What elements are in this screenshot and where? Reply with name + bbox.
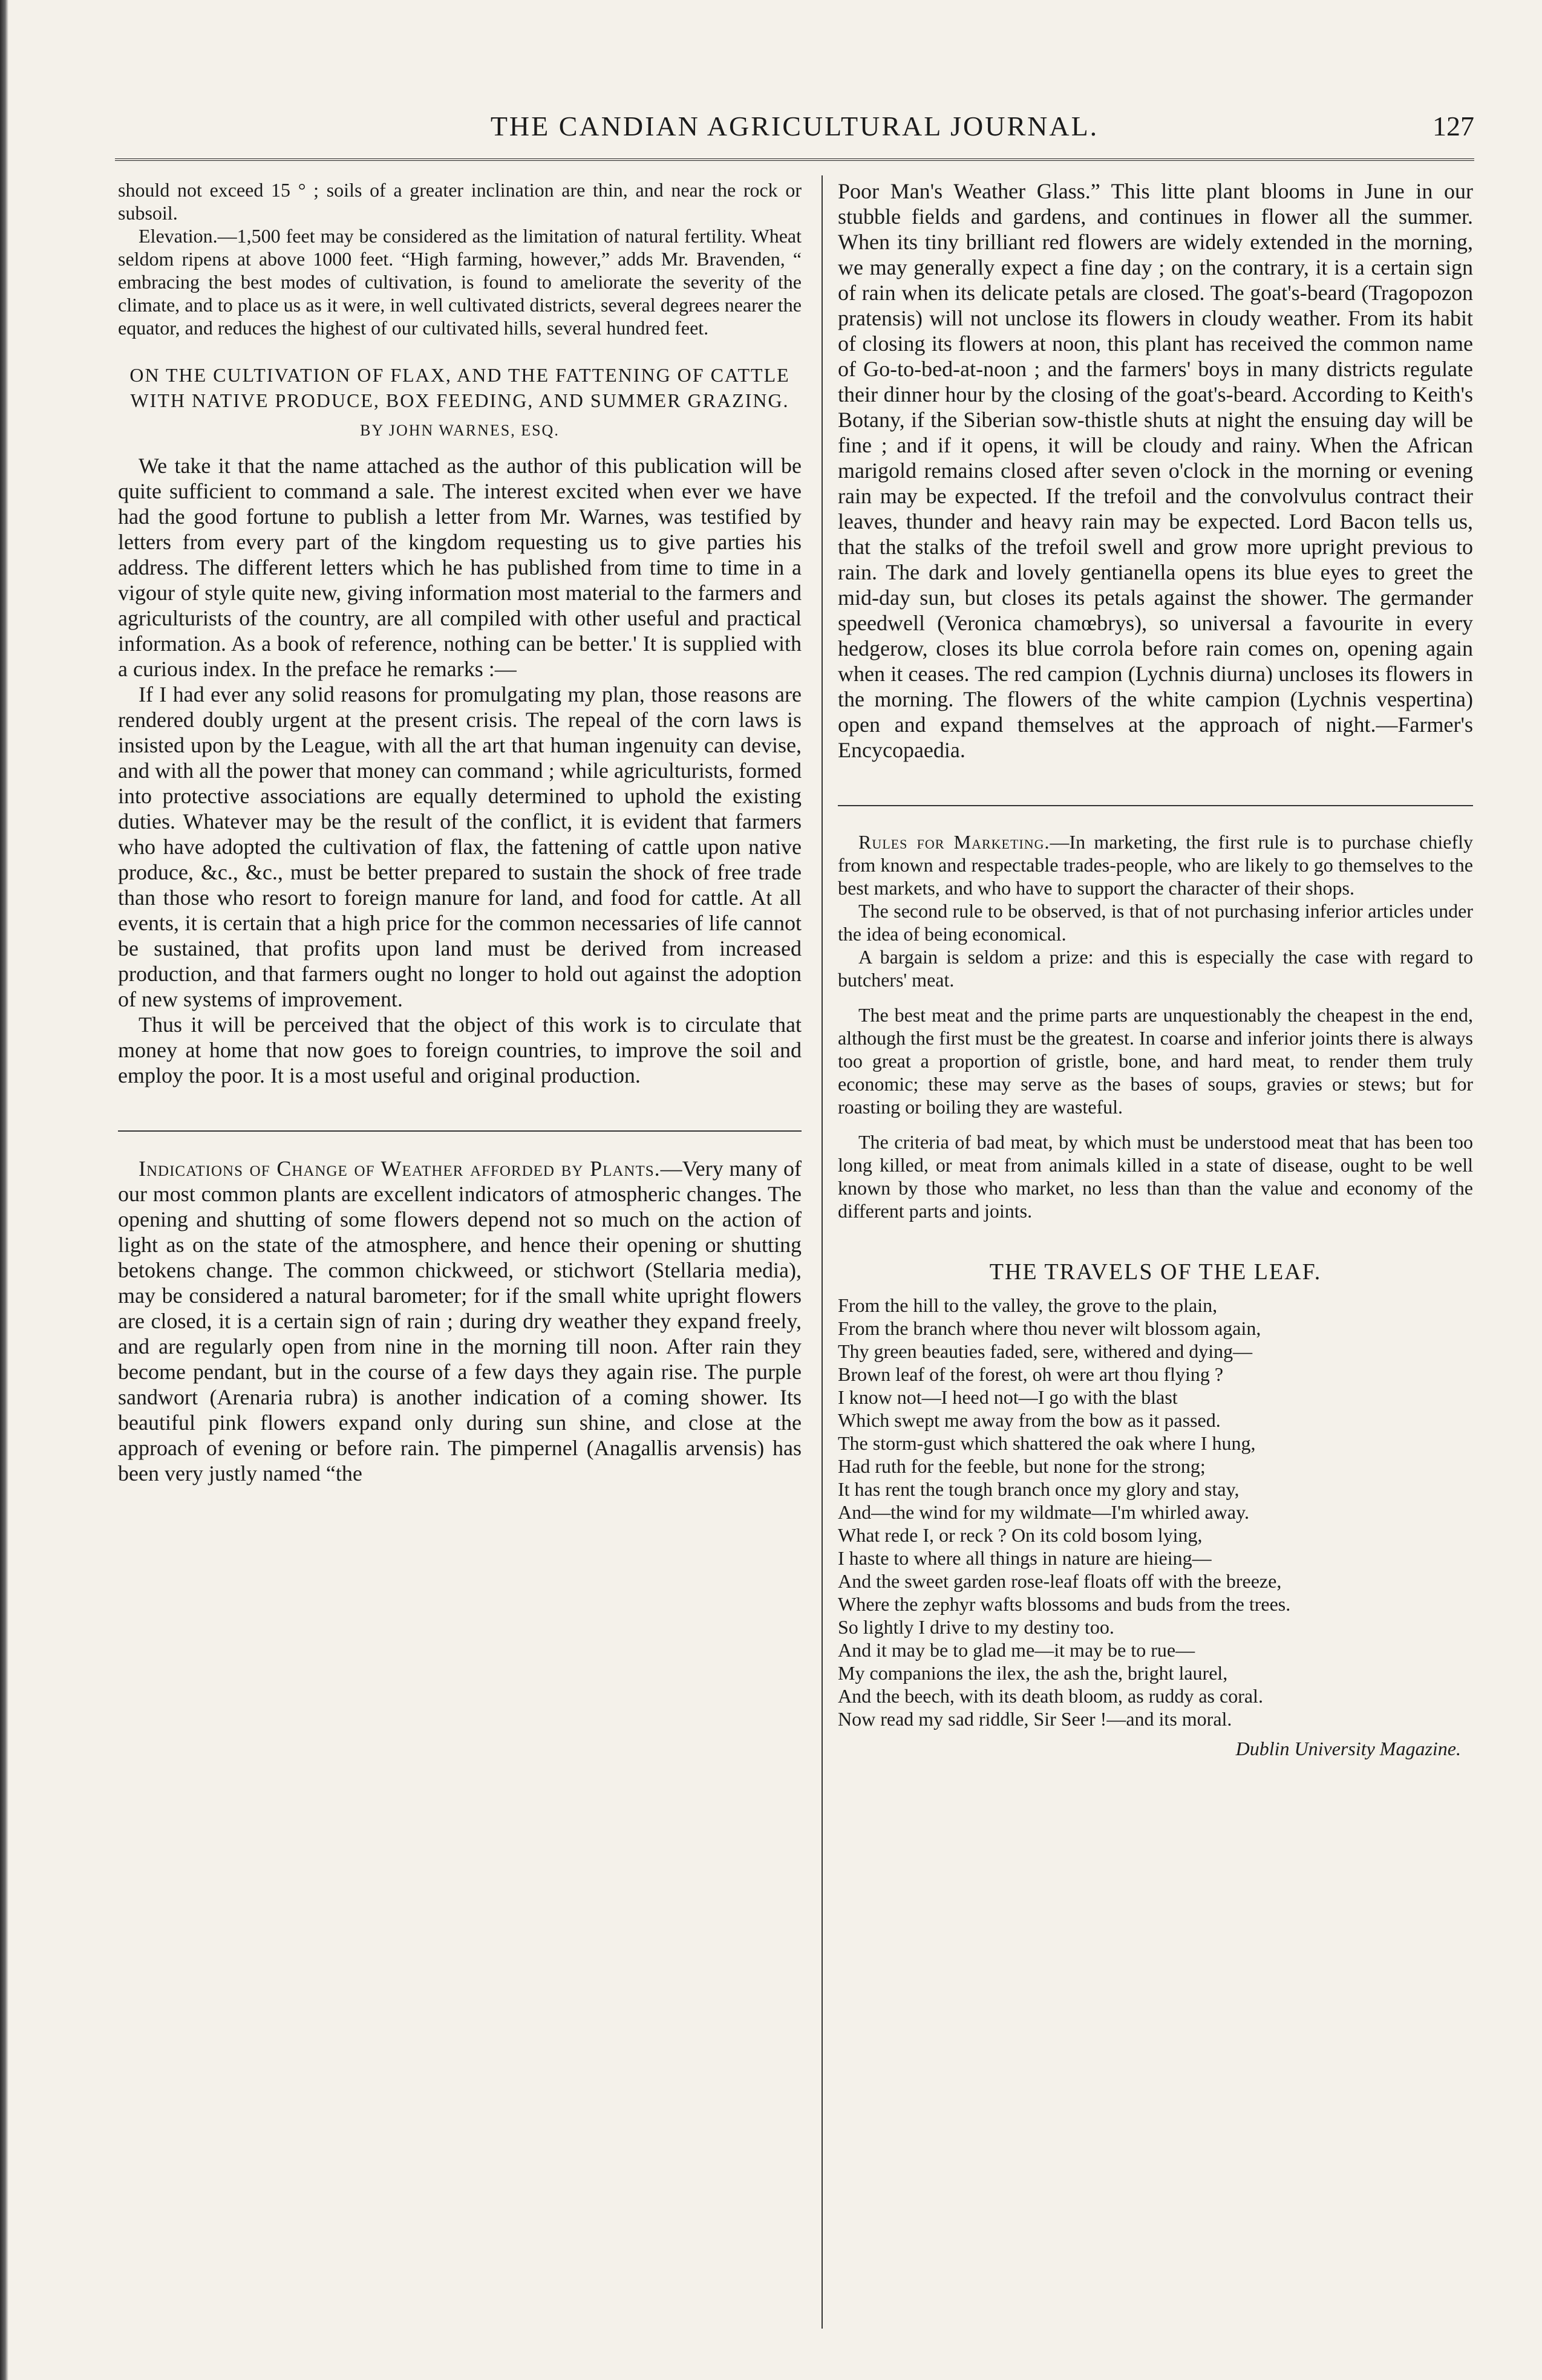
header-rule bbox=[115, 158, 1474, 161]
weather-continued-paragraph: Poor Man's Weather Glass.” This litte plant blooms in June in our stubble fields and gardens, and continues in flower all the summer. When its tiny brilliant red flowers are widely extended in the morning, we may generally expect a fine day ; on the contrary, it is a certain sign of rain when its delicate petals are closed. The goat's-beard (Tragopozon pratensis) will not unclose its flowers in cloudy weather. From its habit of closing its flowers at noon, this plant has received the common name of Go-to-bed-at-noon ; and the farmers' boys in many districts regulate their dinner hour by the closing of the goat's-beard. According to Keith's Botany, if the Siberian sow-thistle shuts at night the ensuing day will be fine ; and if it opens, it will be cloudy and rainy. When the African marigold remains closed after seven o'clock in the morning or evening rain may be expected. If the trefoil and the convolvulus contract their leaves, thunder and heavy rain may be expected. Lord Bacon tells us, that the stalks of the trefoil swell and grow more upright previous to rain. The dark and lovely gentianella opens its blue eyes to greet the mid-day sun, but closes its petals against the shower. The germander speedwell (Veronica chamœbrys), so universal a favourite in every hedgerow, closes its blue corrola before rain comes on, opening again when it ceases. The red campion (Lychnis diurna) uncloses its flowers in the morning. The flowers of the white campion (Lychnis vespertina) open and expand themselves at the approach of night.—Farmer's Encycopaedia. bbox=[838, 179, 1473, 762]
flax-article-byline: BY JOHN WARNES, ESQ. bbox=[360, 422, 560, 439]
page-binding-edge bbox=[0, 0, 8, 2380]
poem-line: Thy green beauties faded, sere, withered and dying— bbox=[838, 1340, 1253, 1362]
poem-line: Brown leaf of the forest, oh were art thou flying ? bbox=[838, 1363, 1224, 1385]
poem-line: Now read my sad riddle, Sir Seer !—and its moral. bbox=[838, 1708, 1232, 1730]
flax-paragraph-1: We take it that the name attached as the author of this publication will be quite sufficient to command a sale. The interest excited when ever we have had the good fortune to publish a letter from Mr. Warnes, was testified by letters from every part of the kingdom requesting us to give parties his address. The different letters which he has published from time to time in a vigour of style quite new, giving information most material to the farmers and agriculturists of the country, are all compiled with other useful and practical information. As a book of reference, nothing can be better.' It is supplied with a curious index. In the preface he remarks :— bbox=[118, 454, 802, 681]
poem-line: Where the zephyr wafts blossoms and buds from the trees. bbox=[838, 1593, 1291, 1615]
poem-line: My companions the ilex, the ash the, bright laurel, bbox=[838, 1662, 1228, 1684]
poem-line: From the hill to the valley, the grove to the plain, bbox=[838, 1294, 1218, 1316]
section-separator bbox=[118, 1130, 802, 1132]
poem-line: I know not—I heed not—I go with the blast bbox=[838, 1386, 1178, 1408]
poem-line: Had ruth for the feeble, but none for the strong; bbox=[838, 1455, 1206, 1477]
poem-line: And the beech, with its death bloom, as ruddy as coral. bbox=[838, 1685, 1263, 1707]
poem-line: I haste to where all things in nature are hieing— bbox=[838, 1547, 1212, 1569]
marketing-paragraph-3: A bargain is seldom a prize: and this is especially the case with regard to butchers' meat. bbox=[838, 946, 1473, 991]
poem-line: And—the wind for my wildmate—I'm whirled away. bbox=[838, 1501, 1249, 1523]
poem-line: And the sweet garden rose-leaf floats off with the breeze, bbox=[838, 1570, 1282, 1592]
poem-title: THE TRAVELS OF THE LEAF. bbox=[989, 1259, 1322, 1285]
poem-line: So lightly I drive to my destiny too. bbox=[838, 1616, 1114, 1638]
flax-paragraph-3: Thus it will be perceived that the object of this work is to circulate that money at home that now goes to foreign countries, to improve the soil and employ the poor. It is a most useful and original production. bbox=[118, 1012, 802, 1087]
poem-line: What rede I, or reck ? On its cold bosom lying, bbox=[838, 1524, 1203, 1546]
marketing-text: —In marketing, the first rule is to purchase chiefly from known and respectable trades-people, who are likely to go themselves to the best markets, and who have to support the character of their shops. bbox=[838, 831, 1473, 899]
slope-paragraph: should not exceed 15 ° ; soils of a greater inclination are thin, and near the rock or subsoil. bbox=[118, 179, 802, 224]
poem-line: The storm-gust which shattered the oak where I hung, bbox=[838, 1432, 1256, 1454]
left-column bbox=[118, 178, 802, 1486]
weather-indications-paragraph bbox=[118, 1156, 802, 1486]
page-number: 127 bbox=[1433, 111, 1474, 142]
marketing-paragraph-4: The best meat and the prime parts are unquestionably the cheapest in the end, although the first must be the greatest. In coarse and inferior joints there is always too great a proportion of gristle, bone, and hard meat, to render them truly economic; these may serve as the bases of soups, gravies or stews; but for roasting or boiling they are wasteful. bbox=[838, 1004, 1473, 1118]
poem-line: And it may be to glad me—it may be to rue— bbox=[838, 1639, 1195, 1661]
running-title: THE CANDIAN AGRICULTURAL JOURNAL. bbox=[490, 111, 1099, 142]
weather-indications-title: Indications of Change of Weather afforded by Plants. bbox=[139, 1156, 661, 1181]
marketing-paragraph-2: The second rule to be observed, is that of not purchasing inferior articles under the idea of being economical. bbox=[838, 900, 1473, 945]
poem bbox=[838, 1294, 1473, 1730]
weather-indications-text: —Very many of our most common plants are excellent indicators of atmospheric changes. The opening and shutting of some flowers depend not so much on the action of light as on the state of the atmosphere, and hence their opening or shutting betokens change. The common chickweed, or stichwort (Stellaria media), may be considered a natural barometer; for if the small white upright flowers are closed, it is a certain sign of rain ; during dry weather they expand freely, and are regularly open from nine in the morning till noon. After rain they become pendant, but in the course of a few days they again rise. The purple sandwort (Arenaria rubra) is another indication of a coming shower. Its beautiful pink flowers expand only during sun shine, and close at the approach of evening or before rain. The pimpernel (Anagallis arvensis) has been very justly named “the bbox=[118, 1156, 802, 1485]
column-divider bbox=[822, 175, 823, 2329]
poem-line: Which swept me away from the bow as it passed. bbox=[838, 1409, 1221, 1431]
poem-source: Dublin University Magazine. bbox=[1235, 1738, 1461, 1759]
marketing-paragraph-1 bbox=[838, 830, 1473, 899]
elevation-paragraph: Elevation.—1,500 feet may be considered as the limitation of natural fertility. Wheat seldom ripens at above 1000 feet. “High farming, however,” adds Mr. Bravenden, “ embracing the best modes of cultivation, is found to ameliorate the severity of the climate, and to place us as it were, in well cultivated districts, several degrees nearer the equator, and reduces the highest of our cultivated hills, several hundred feet. bbox=[118, 225, 802, 339]
section-separator bbox=[838, 805, 1473, 806]
right-column bbox=[838, 178, 1473, 1760]
poem-line: It has rent the tough branch once my glory and stay, bbox=[838, 1478, 1240, 1500]
flax-paragraph-2: If I had ever any solid reasons for promulgating my plan, those reasons are rendered doubly urgent at the present crisis. The repeal of the corn laws is insisted upon by the League, with all the art that human ingenuity can devise, and with all the power that money can command ; while agriculturists, formed into protective associations are equally determined to uphold the existing duties. Whatever may be the result of the conflict, it is evident that farmers who have adopted the cultivation of flax, the fattening of cattle upon native produce, &c., &c., must be better prepared to sustain the shock of free trade than those who resort to foreign manure for land, and food for cattle. At all events, it is certain that a high price for the common necessaries of life cannot be sustained, that profits upon land must be derived from increased production, and that farmers ought no longer to hold out against the adoption of new systems of improvement. bbox=[118, 682, 802, 1011]
marketing-title: Rules for Marketing. bbox=[858, 831, 1050, 853]
poem-line: From the branch where thou never wilt blossom again, bbox=[838, 1317, 1261, 1339]
page-header bbox=[115, 110, 1474, 152]
marketing-paragraph-5: The criteria of bad meat, by which must be understood meat that has been too long killed, or meat from animals killed in a state of disease, ought to be well known by those who market, no less than than the value and economy of the different parts and joints. bbox=[838, 1131, 1473, 1222]
flax-article-heading: ON THE CULTIVATION OF FLAX, AND THE FATTENING OF CATTLE WITH NATIVE PRODUCE, BOX FEEDING, AND SUMMER GRAZING. bbox=[129, 364, 790, 411]
